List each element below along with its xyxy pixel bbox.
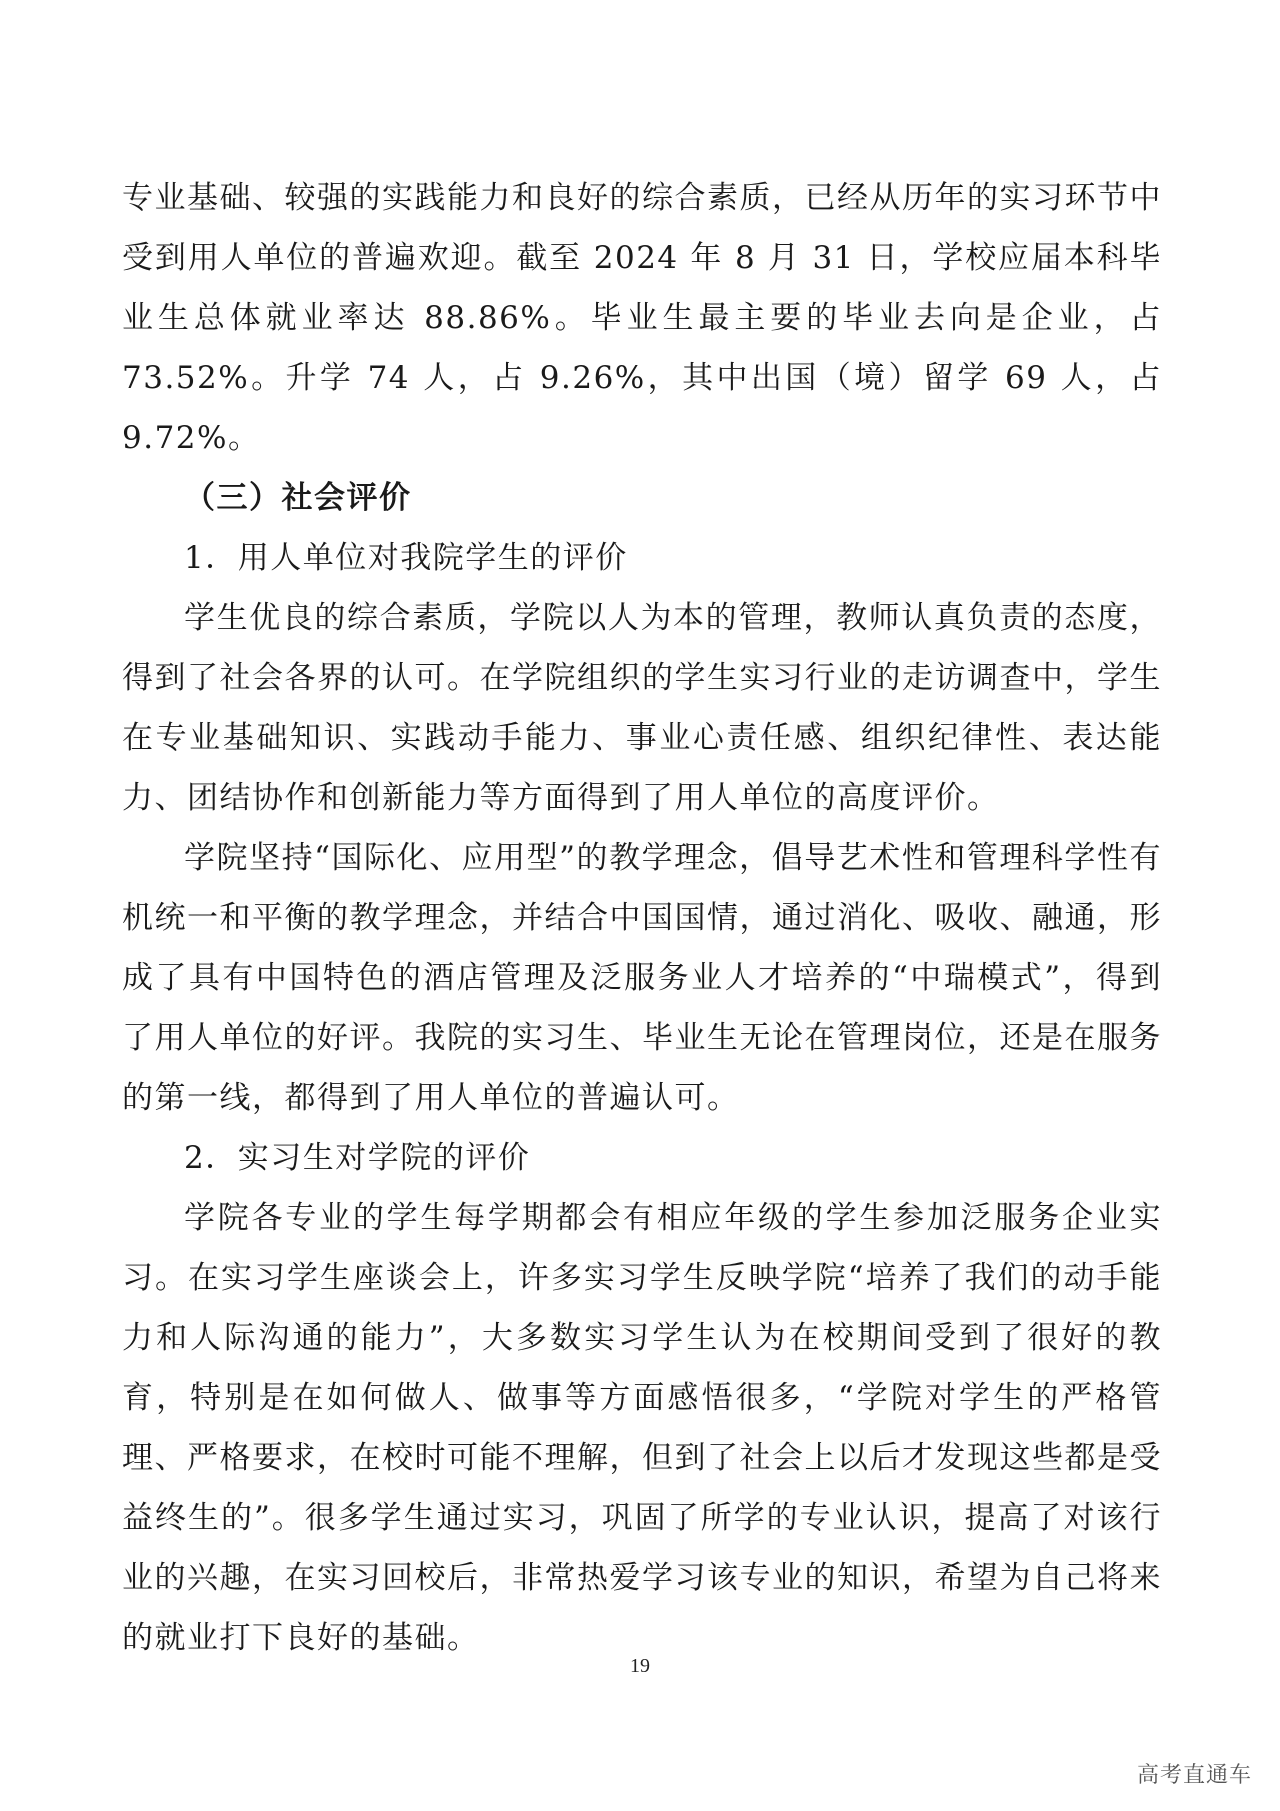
- paragraph-employment-stats: 专业基础、较强的实践能力和良好的综合素质，已经从历年的实习环节中受到用人单位的普遍欢迎。截至 2024 年 8 月 31 日，学校应届本科毕业生总体就业率达 88.86%。毕业生最主要的毕业去向是企业，占 73.52%。升学 74 人，占 9.26%，其中出国（境）留学 69 人，占 9.72%。: [122, 180, 1162, 456]
- paragraph-employer-evaluation: 学生优良的综合素质，学院以人为本的管理，教师认真负责的态度，得到了社会各界的认可。在学院组织的学生实习行业的走访调查中，学生在专业基础知识、实践动手能力、事业心责任感、组织纪律性、表达能力、团结协作和创新能力等方面得到了用人单位的高度评价。: [122, 600, 1162, 816]
- subheading-employer-evaluation: 1．用人单位对我院学生的评价: [184, 540, 628, 576]
- subheading-intern-evaluation: 2．实习生对学院的评价: [184, 1140, 531, 1176]
- paragraph-intern-evaluation: 学院各专业的学生每学期都会有相应年级的学生参加泛服务企业实习。在实习学生座谈会上，许多实习学生反映学院“培养了我们的动手能力和人际沟通的能力”，大多数实习学生认为在校期间受到了很好的教育，特别是在如何做人、做事等方面感悟很多，“学院对学生的严格管理、严格要求，在校时可能不理解，但到了社会上以后才发现这些都是受益终生的”。很多学生通过实习，巩固了所学的专业认识，提高了对该行业的兴趣，在实习回校后，非常热爱学习该专业的知识，希望为自己将来的就业打下良好的基础。: [122, 1200, 1162, 1656]
- page-content: [122, 168, 1162, 1668]
- paragraph-teaching-philosophy: 学院坚持“国际化、应用型”的教学理念，倡导艺术性和管理科学性有机统一和平衡的教学理念，并结合中国国情，通过消化、吸收、融通，形成了具有中国特色的酒店管理及泛服务业人才培养的“中瑞模式”，得到了用人单位的好评。我院的实习生、毕业生无论在管理岗位，还是在服务的第一线，都得到了用人单位的普遍认可。: [122, 840, 1162, 1116]
- page-number: 19: [630, 1655, 650, 1677]
- section-heading-social-evaluation: （三）社会评价: [184, 480, 412, 516]
- watermark-text: 高考直通车: [1136, 1763, 1252, 1788]
